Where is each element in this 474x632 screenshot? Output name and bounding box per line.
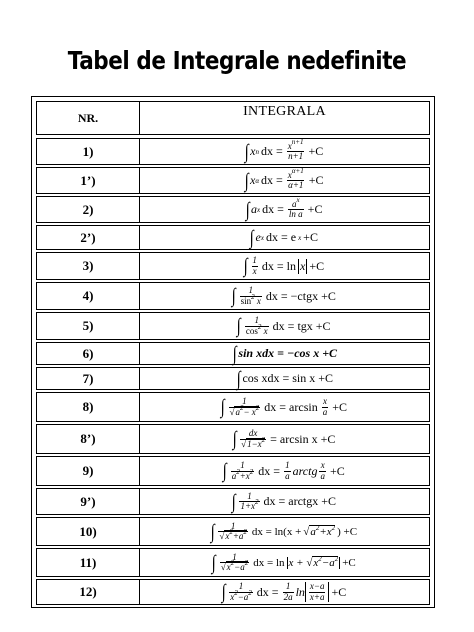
row-number: 9’) bbox=[37, 489, 140, 514]
table-row bbox=[36, 225, 430, 250]
table-row bbox=[36, 282, 430, 310]
formula-cell bbox=[140, 139, 429, 164]
formula-cell bbox=[140, 253, 429, 279]
integral-sign-icon: ∫ bbox=[211, 551, 217, 574]
table-row bbox=[36, 424, 430, 454]
integral-sign-icon: ∫ bbox=[232, 428, 237, 450]
formula-cell bbox=[140, 283, 429, 309]
formula: ∫ sin xdx = −cos x +C bbox=[232, 342, 338, 365]
page-title: Tabel de Integrale nedefinite bbox=[67, 46, 407, 75]
row-number: 6) bbox=[37, 343, 140, 364]
formula-cell bbox=[140, 393, 429, 421]
row-number: 3) bbox=[37, 253, 140, 279]
integral-sign-icon: ∫ bbox=[245, 198, 250, 221]
table-row bbox=[36, 367, 430, 390]
integral-sign-icon: ∫ bbox=[210, 520, 215, 543]
formula-cell bbox=[140, 518, 429, 545]
integral-sign-icon: ∫ bbox=[244, 140, 249, 163]
formula: ∫ x n dx = $\frac{x^{n+1}}{n+1}$ +C bbox=[244, 137, 324, 163]
row-number: 11) bbox=[37, 549, 140, 576]
integral-sign-icon: ∫ bbox=[231, 285, 236, 307]
table-row bbox=[36, 517, 430, 546]
formula-cell bbox=[140, 168, 429, 193]
formula-cell bbox=[140, 489, 429, 514]
row-number: 12) bbox=[37, 580, 140, 604]
formula: ∫ $\frac{1}{1+x^2}$ dx = arctgx +C bbox=[231, 490, 337, 513]
formula-cell bbox=[140, 425, 429, 453]
integral-sign-icon: ∫ bbox=[244, 169, 249, 192]
row-number: 1’) bbox=[37, 168, 140, 193]
row-number: 5) bbox=[37, 313, 140, 339]
integral-sign-icon: ∫ bbox=[249, 226, 254, 249]
formula: ∫ $\frac{1}{√a^2- x^2}$ dx = arcsin $\frac{x}{a}$ +C bbox=[220, 396, 347, 418]
table-row bbox=[36, 312, 430, 340]
integral-sign-icon: ∫ bbox=[222, 460, 228, 482]
integral-sign-icon: ∫ bbox=[231, 490, 236, 513]
table-row bbox=[36, 488, 430, 515]
formula-cell bbox=[140, 197, 429, 222]
formula-cell bbox=[140, 457, 429, 485]
formula-cell bbox=[140, 226, 429, 249]
formula: ∫ cos xdx = sin x +C bbox=[236, 367, 334, 390]
integral-sign-icon: ∫ bbox=[220, 396, 225, 418]
formula: ∫ $\frac{1}{√x^2+a^2}$ dx = ln(x + √ $a^2+x^2$ ) +C bbox=[210, 520, 358, 543]
formula: ∫ x α dx = $\frac{x^{\alpha+1}}{\alpha+1}$ +C bbox=[244, 166, 324, 192]
table-row bbox=[36, 548, 430, 577]
integral-sign-icon: ∫ bbox=[243, 255, 248, 277]
table-header-row bbox=[36, 101, 430, 135]
formula: ∫ a x dx = $\frac{a^x}{\text{ln a}}$ +C bbox=[245, 195, 323, 221]
table-row bbox=[36, 167, 430, 194]
formula: ∫ e x dx = e x +C bbox=[249, 226, 318, 249]
row-number: 2’) bbox=[37, 226, 140, 249]
formula-cell bbox=[140, 549, 429, 576]
formula-cell bbox=[140, 313, 429, 339]
formula: ∫ $\frac{1}{\sin^2 x}$ dx = −ctgx +C bbox=[231, 285, 336, 307]
integral-table bbox=[31, 96, 435, 608]
table-row bbox=[36, 252, 430, 280]
formula: ∫ $\frac{1}{\cos^2 x}$ dx = tgx +C bbox=[237, 315, 331, 337]
row-number: 10) bbox=[37, 518, 140, 545]
row-number: 4) bbox=[37, 283, 140, 309]
formula: ∫ $\frac{1}{√x^2-a^2}$ dx = ln $x + √x^2-a^2$ +C bbox=[211, 551, 356, 574]
table-row bbox=[36, 456, 430, 486]
row-number: 9) bbox=[37, 457, 140, 485]
table-row bbox=[36, 342, 430, 365]
column-header-nr: NR. bbox=[37, 102, 140, 134]
formula: ∫ $\frac{1}{x}$ dx = ln x +C bbox=[243, 255, 325, 277]
formula: ∫ $\frac{1}{a^2+x^2}$ dx = $\frac{1}{a}$ arctg $\frac{x}{a}$ +C bbox=[222, 460, 345, 482]
table-row bbox=[36, 196, 430, 223]
table-row bbox=[36, 138, 430, 165]
formula-cell bbox=[140, 580, 429, 604]
row-number: 2) bbox=[37, 197, 140, 222]
row-number: 8’) bbox=[37, 425, 140, 453]
integral-sign-icon: ∫ bbox=[236, 367, 241, 390]
row-number: 1) bbox=[37, 139, 140, 164]
formula-cell bbox=[140, 368, 429, 389]
row-number: 7) bbox=[37, 368, 140, 389]
column-header-integral: INTEGRALA bbox=[243, 104, 326, 119]
integral-sign-icon: ∫ bbox=[237, 315, 242, 337]
row-number: 8) bbox=[37, 393, 140, 421]
integral-sign-icon: ∫ bbox=[221, 581, 226, 603]
table-row bbox=[36, 579, 430, 605]
integral-sign-icon: ∫ bbox=[232, 342, 237, 365]
formula: ∫ $\frac{dx}{√1-x^2}$ = arcsin x +C bbox=[232, 428, 336, 450]
table-row bbox=[36, 392, 430, 422]
formula-cell bbox=[140, 343, 429, 364]
formula: ∫ $\frac{1}{x^2-a^2}$ dx = $\frac{1}{2a}$ ln $\frac{x-a}{x+a}$ +C bbox=[221, 581, 347, 603]
